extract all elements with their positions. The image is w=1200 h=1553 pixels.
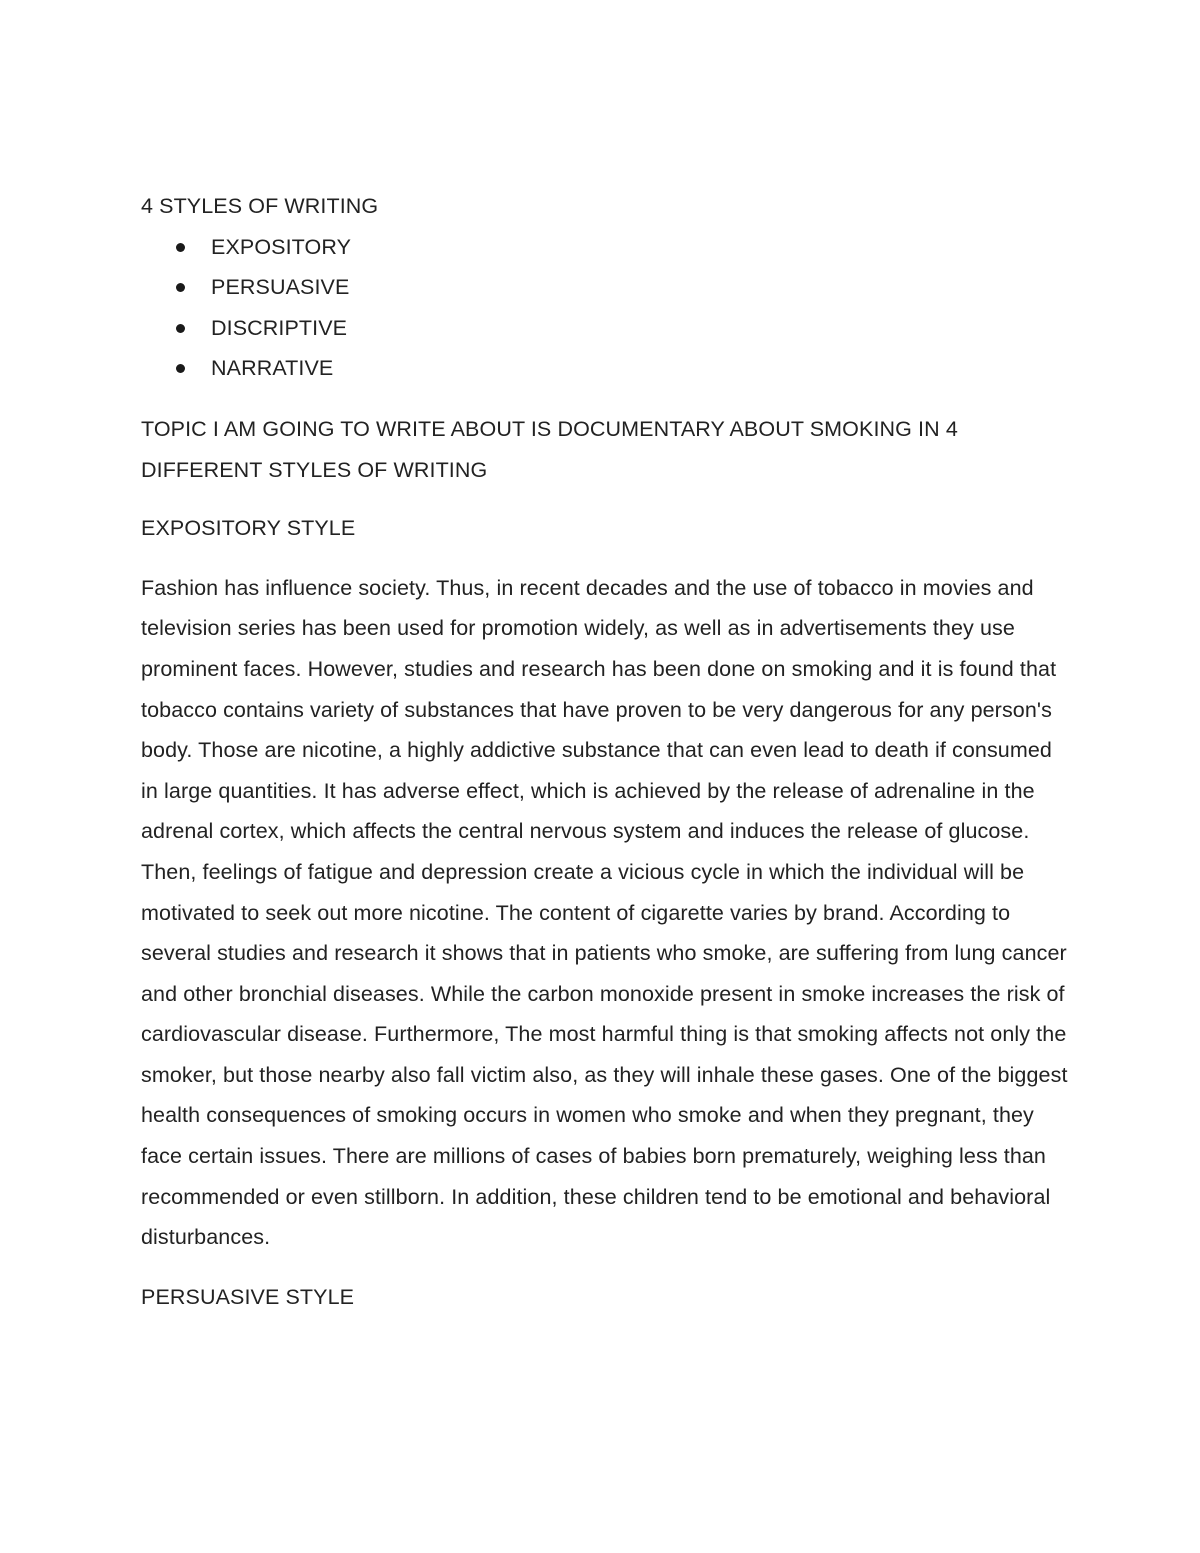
- bullet-icon: [176, 324, 185, 333]
- list-item-label: DISCRIPTIVE: [211, 315, 348, 340]
- bullet-icon: [176, 364, 185, 373]
- section-title-persuasive: PERSUASIVE STYLE: [141, 1284, 355, 1309]
- bullet-icon: [176, 243, 185, 252]
- expository-paragraph: Fashion has influence society. Thus, in recent decades and the use of tobacco in movies and television series has been used for promotion widely, as well as in advertisements they use prominent faces. However, studies and research has been done on smoking and it is found that tobacco contains variety of substances that have proven to be very dangerous for any person's body. Those are nicotine, a highly addictive substance that can even lead to death if consumed in large quantities. It has adverse effect, which is achieved by the release of adrenaline in the adrenal cortex, which affects the central nervous system and induces the release of glucose. Then, feelings of fatigue and depression create a vicious cycle in which the individual will be motivated to seek out more nicotine. The content of cigarette varies by brand. According to several studies and research it shows that in patients who smoke, are suffering from lung cancer and other bronchial diseases. While the carbon monoxide present in smoke increases the risk of cardiovascular disease. Furthermore, The most harmful thing is that smoking affects not only the smoker, but those nearby also fall victim also, as they will inhale these gases. One of the biggest health consequences of smoking occurs in women who smoke and when they pregnant, they face certain issues. There are millions of cases of babies born prematurely, weighing less than recommended or even stillborn. In addition, these children tend to be emotional and behavioral disturbances.: [141, 575, 1068, 1250]
- list-item-label: PERSUASIVE: [211, 275, 350, 300]
- document-content: [141, 186, 1071, 1317]
- list-item: [141, 267, 1071, 308]
- bullet-icon: [176, 283, 185, 292]
- topic-statement: TOPIC I AM GOING TO WRITE ABOUT IS DOCUMENTARY ABOUT SMOKING IN 4 DIFFERENT STYLES OF WRITING: [141, 416, 958, 482]
- list-item-label: EXPOSITORY: [211, 234, 352, 259]
- section-title-expository: EXPOSITORY STYLE: [141, 516, 356, 541]
- list-item: [141, 308, 1071, 349]
- intro-heading: 4 STYLES OF WRITING: [141, 194, 379, 218]
- list-item: [141, 348, 1071, 389]
- styles-list: [141, 227, 1071, 389]
- list-item-label: NARRATIVE: [211, 356, 334, 381]
- list-item: [141, 227, 1071, 268]
